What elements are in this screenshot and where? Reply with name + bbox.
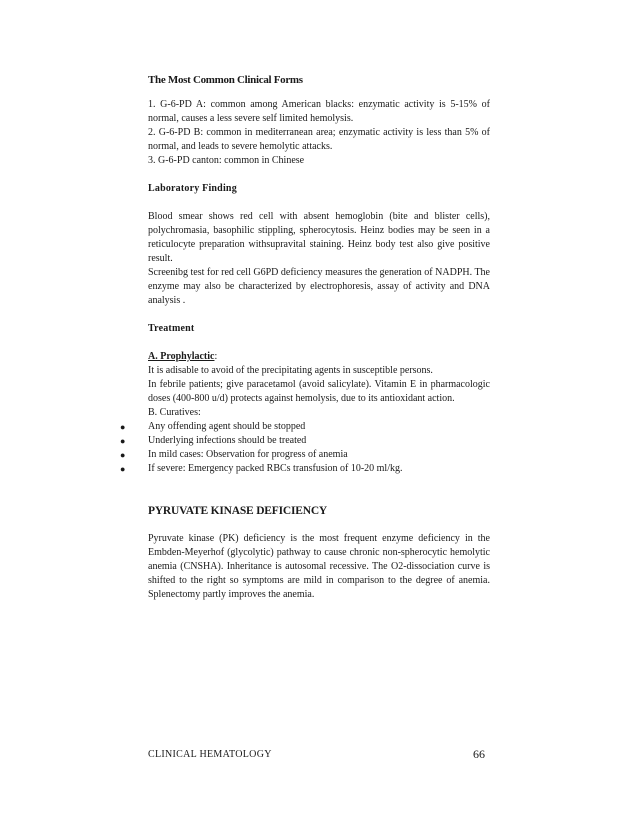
- lab-paragraph-smear: Blood smear shows red cell with absent hemoglobin (bite and blister cells), polychromasia, basophilic stippling, spherocytosis. Heinz bodies may be seen in a reticulocyte preparation withsupravital staining. Heinz body test also give positive result.: [148, 211, 490, 264]
- prophylactic-line: It is adisable to avoid of the precipitating agents in susceptible persons.: [148, 365, 433, 376]
- section-title-treatment: Treatment: [148, 323, 195, 334]
- section-title-laboratory: Laboratory Finding: [148, 183, 237, 194]
- clinical-form-item: 2. G-6-PD B: common in mediterranean area; enzymatic activity is less than 5% of normal, and leads to severe hemolytic attacks.: [148, 127, 490, 152]
- curatives-list: [120, 420, 490, 476]
- list-item: [120, 420, 490, 434]
- prophylactic-colon: :: [214, 351, 218, 362]
- page-content: [120, 73, 490, 602]
- clinical-form-item: 3. G-6-PD canton: common in Chinese: [148, 155, 305, 166]
- bullet-icon: ●: [120, 436, 126, 446]
- curatives-heading: B. Curatives:: [148, 407, 201, 418]
- list-item: [120, 462, 490, 476]
- running-title: CLINICAL HEMATOLOGY: [148, 749, 272, 760]
- page-number: 66: [473, 747, 485, 761]
- list-item: [120, 434, 490, 448]
- list-item: [120, 448, 490, 462]
- lab-paragraph-screening: Screenibg test for red cell G6PD deficiency measures the generation of NADPH. The enzyme may also be characterized by electrophoresis, assay of activity and DNA analysis .: [148, 267, 490, 306]
- list-item-text: Underlying infections should be treated: [148, 435, 307, 446]
- list-item-text: In mild cases: Observation for progress of anemia: [148, 449, 348, 460]
- bullet-icon: ●: [120, 464, 126, 474]
- bullet-icon: ●: [120, 450, 126, 460]
- prophylactic-heading: [148, 350, 490, 364]
- bullet-icon: ●: [120, 422, 126, 432]
- clinical-form-item: 1. G-6-PD A: common among American blacks: enzymatic activity is 5-15% of normal, causes a less severe self limited hemolysis.: [148, 99, 490, 124]
- prophylactic-label: A. Prophylactic: [148, 351, 215, 362]
- pk-paragraph: Pyruvate kinase (PK) deficiency is the most frequent enzyme deficiency in the Embden-Meyerhof (glycolytic) pathway to cause chronic non-spherocytic hemolytic anemia (CNSHA). Inheritance is autosomal recessive. The O2-dissociation curve is shifted to the right so symptoms are mild in comparison to the degree of anemia. Splenectomy partly improves the anemia.: [148, 533, 490, 600]
- section-title-clinical-forms: The Most Common Clinical Forms: [148, 74, 303, 86]
- list-item-text: If severe: Emergency packed RBCs transfusion of 10-20 ml/kg.: [148, 463, 403, 474]
- list-item-text: Any offending agent should be stopped: [148, 421, 306, 432]
- prophylactic-line: In febrile patients; give paracetamol (avoid salicylate). Vitamin E in pharmacologic doses (400-800 u/d) protects against hemolysis, due to its antioxidant action.: [148, 379, 490, 404]
- section-title-pyruvate-kinase: PYRUVATE KINASE DEFICIENCY: [148, 505, 328, 517]
